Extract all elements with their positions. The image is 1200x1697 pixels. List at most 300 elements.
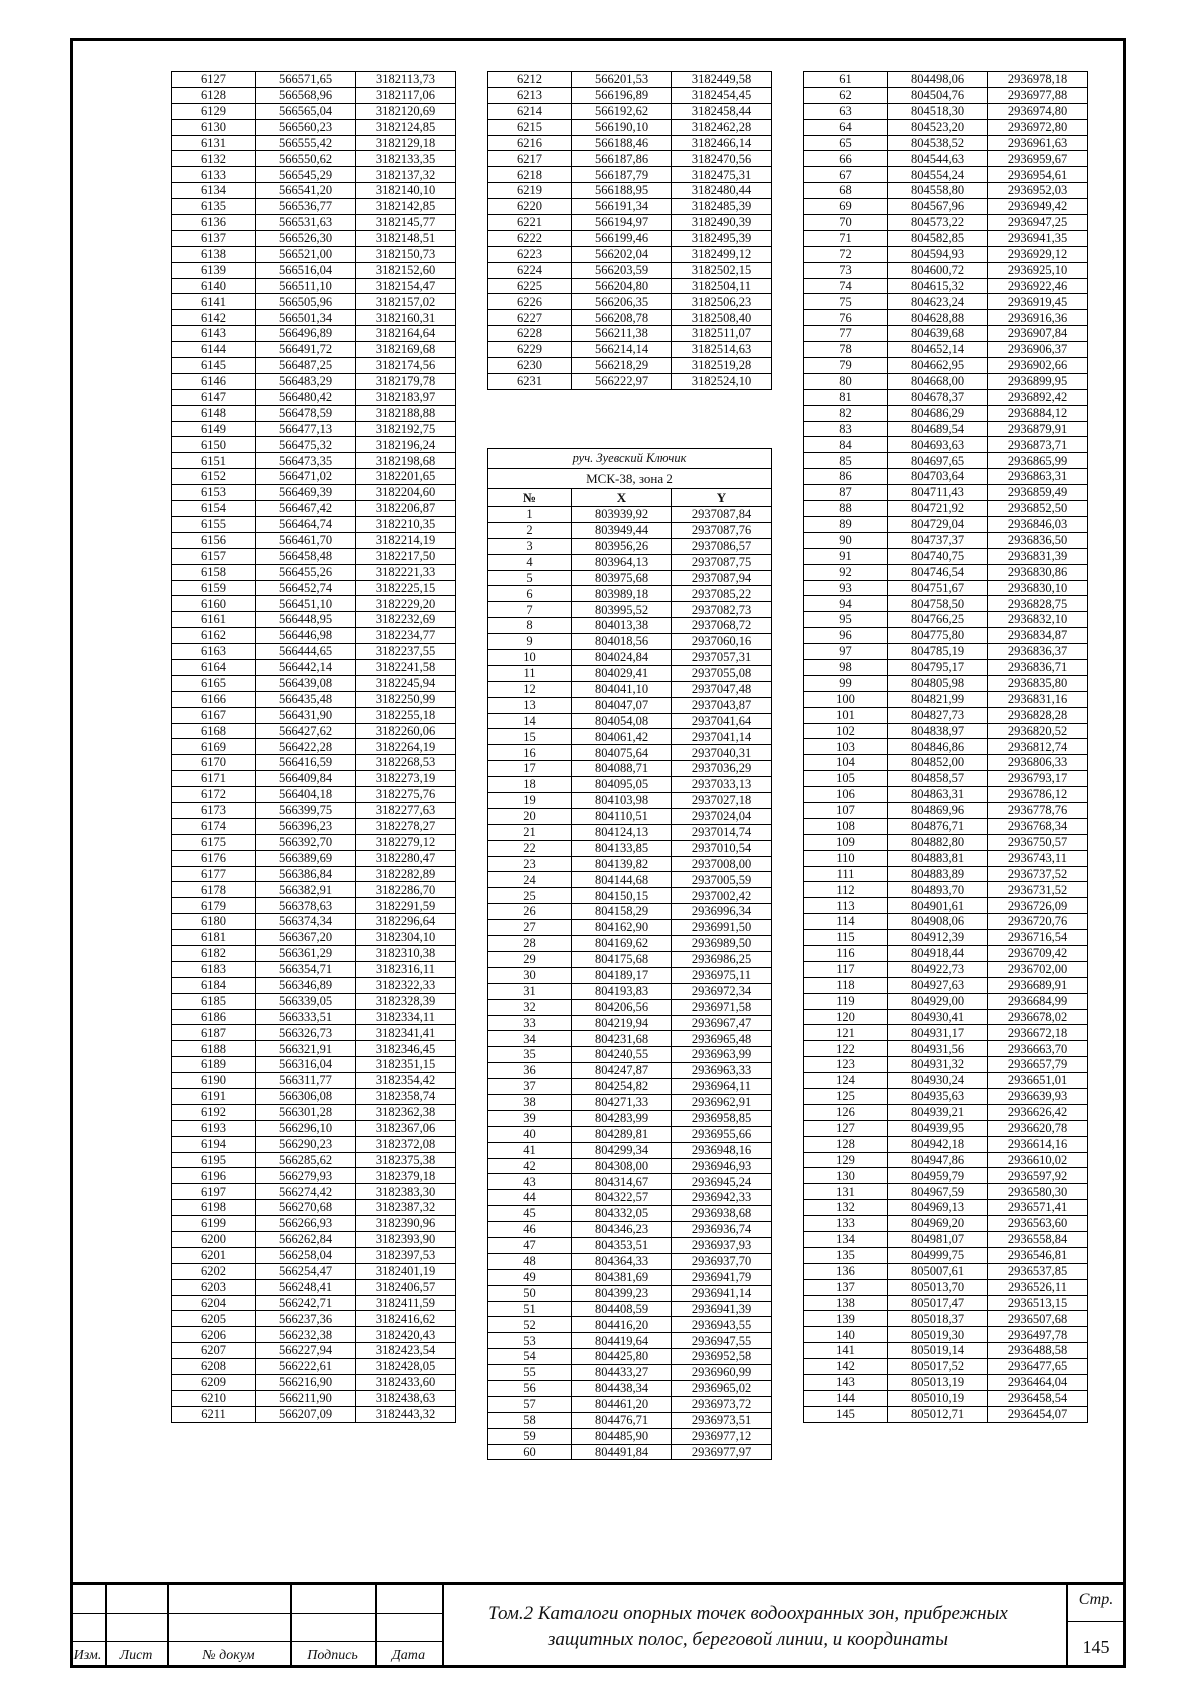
point-number-cell: 51 <box>488 1301 572 1317</box>
x-coordinate-cell: 566191,34 <box>572 199 672 215</box>
x-coordinate-cell: 804999,75 <box>888 1247 988 1263</box>
point-number-cell: 6204 <box>172 1295 256 1311</box>
point-number-cell: 67 <box>804 167 888 183</box>
y-coordinate-cell: 3182458,44 <box>672 103 772 119</box>
x-coordinate-cell: 805012,71 <box>888 1406 988 1422</box>
point-number-cell: 75 <box>804 294 888 310</box>
table-row <box>804 628 1088 644</box>
table-row <box>172 1375 456 1391</box>
x-coordinate-cell: 804461,20 <box>572 1396 672 1412</box>
y-coordinate-cell: 2936977,97 <box>672 1444 772 1460</box>
x-coordinate-cell: 804381,69 <box>572 1269 672 1285</box>
point-number-cell: 6151 <box>172 453 256 469</box>
x-coordinate-cell: 566367,20 <box>256 930 356 946</box>
y-coordinate-cell: 3182383,30 <box>356 1184 456 1200</box>
point-number-cell: 50 <box>488 1285 572 1301</box>
y-coordinate-cell: 2936497,78 <box>988 1327 1088 1343</box>
point-number-cell: 6202 <box>172 1263 256 1279</box>
x-coordinate-cell: 804554,24 <box>888 167 988 183</box>
point-number-cell: 63 <box>804 103 888 119</box>
table-row <box>172 1295 456 1311</box>
point-number-cell: 6128 <box>172 87 256 103</box>
y-coordinate-cell: 3182341,41 <box>356 1025 456 1041</box>
x-coordinate-cell: 566435,48 <box>256 691 356 707</box>
point-number-cell: 6143 <box>172 326 256 342</box>
table-row <box>488 920 772 936</box>
table-row <box>488 1190 772 1206</box>
table-row <box>172 1311 456 1327</box>
y-coordinate-cell: 3182449,58 <box>672 72 772 88</box>
y-coordinate-cell: 2936852,50 <box>988 501 1088 517</box>
x-coordinate-cell: 804969,13 <box>888 1200 988 1216</box>
point-number-cell: 6219 <box>488 183 572 199</box>
table-row <box>804 866 1088 882</box>
y-coordinate-cell: 2936973,72 <box>672 1396 772 1412</box>
x-coordinate-cell: 803949,44 <box>572 522 672 538</box>
table-row <box>172 1184 456 1200</box>
y-coordinate-cell: 2936859,49 <box>988 485 1088 501</box>
point-number-cell: 6137 <box>172 230 256 246</box>
point-number-cell: 46 <box>488 1222 572 1238</box>
table-row <box>804 1073 1088 1089</box>
point-number-cell: 16 <box>488 745 572 761</box>
point-number-cell: 6191 <box>172 1089 256 1105</box>
point-number-cell: 6161 <box>172 612 256 628</box>
y-coordinate-cell: 3182433,60 <box>356 1375 456 1391</box>
x-coordinate-cell: 566464,74 <box>256 516 356 532</box>
point-number-cell: 62 <box>804 87 888 103</box>
point-number-cell: 6223 <box>488 246 572 262</box>
table-row <box>488 634 772 650</box>
y-coordinate-cell: 2936961,63 <box>988 135 1088 151</box>
table-row <box>172 1073 456 1089</box>
x-coordinate-cell: 804283,99 <box>572 1110 672 1126</box>
table-row <box>488 1301 772 1317</box>
table-row <box>488 1222 772 1238</box>
y-coordinate-cell: 3182169,68 <box>356 342 456 358</box>
table-row <box>804 1311 1088 1327</box>
y-coordinate-cell: 2936806,33 <box>988 755 1088 771</box>
y-coordinate-cell: 3182152,60 <box>356 262 456 278</box>
x-coordinate-cell: 804523,20 <box>888 119 988 135</box>
label-date: Дата <box>391 1648 426 1663</box>
table-row <box>172 167 456 183</box>
x-coordinate-cell: 804110,51 <box>572 808 672 824</box>
y-coordinate-cell: 2936991,50 <box>672 920 772 936</box>
table-row <box>488 230 772 246</box>
x-coordinate-cell: 804240,55 <box>572 1047 672 1063</box>
table-row <box>488 215 772 231</box>
y-coordinate-cell: 2937055,08 <box>672 665 772 681</box>
x-coordinate-cell: 804018,56 <box>572 634 672 650</box>
table-row <box>804 1009 1088 1025</box>
table-row <box>172 1232 456 1248</box>
point-number-cell: 49 <box>488 1269 572 1285</box>
point-number-cell: 6177 <box>172 866 256 882</box>
table-row <box>172 1200 456 1216</box>
y-coordinate-cell: 2936836,50 <box>988 532 1088 548</box>
x-coordinate-cell: 805019,30 <box>888 1327 988 1343</box>
table-row <box>172 580 456 596</box>
x-coordinate-cell: 805013,70 <box>888 1279 988 1295</box>
table-row <box>804 405 1088 421</box>
y-coordinate-cell: 2937005,59 <box>672 872 772 888</box>
y-coordinate-cell: 3182508,40 <box>672 310 772 326</box>
table-row <box>488 570 772 586</box>
point-number-cell: 4 <box>488 554 572 570</box>
x-coordinate-cell: 804689,54 <box>888 421 988 437</box>
table-row <box>804 87 1088 103</box>
point-number-cell: 6214 <box>488 103 572 119</box>
x-coordinate-cell: 566521,00 <box>256 246 356 262</box>
table-row <box>804 755 1088 771</box>
x-coordinate-cell: 566187,79 <box>572 167 672 183</box>
table-row <box>488 358 772 374</box>
point-number-cell: 128 <box>804 1136 888 1152</box>
y-coordinate-cell: 3182277,63 <box>356 802 456 818</box>
y-coordinate-cell: 3182145,77 <box>356 215 456 231</box>
x-coordinate-cell: 566361,29 <box>256 945 356 961</box>
y-coordinate-cell: 3182390,96 <box>356 1216 456 1232</box>
point-number-cell: 6186 <box>172 1009 256 1025</box>
point-number-cell: 6216 <box>488 135 572 151</box>
y-coordinate-cell: 2937047,48 <box>672 681 772 697</box>
x-coordinate-cell: 566392,70 <box>256 834 356 850</box>
point-number-cell: 32 <box>488 999 572 1015</box>
table-row <box>488 1110 772 1126</box>
table-row <box>172 659 456 675</box>
table-row <box>804 1104 1088 1120</box>
table-row <box>804 1279 1088 1295</box>
x-coordinate-cell: 804751,67 <box>888 580 988 596</box>
table-row <box>488 310 772 326</box>
y-coordinate-cell: 3182229,20 <box>356 596 456 612</box>
x-coordinate-cell: 804693,63 <box>888 437 988 453</box>
point-number-cell: 95 <box>804 612 888 628</box>
y-coordinate-cell: 3182454,45 <box>672 87 772 103</box>
x-coordinate-cell: 804075,64 <box>572 745 672 761</box>
x-coordinate-cell: 804054,08 <box>572 713 672 729</box>
point-number-cell: 33 <box>488 1015 572 1031</box>
table-row <box>488 729 772 745</box>
y-coordinate-cell: 2936977,12 <box>672 1428 772 1444</box>
table-row <box>172 1025 456 1041</box>
x-coordinate-cell: 804438,34 <box>572 1380 672 1396</box>
y-coordinate-cell: 2936884,12 <box>988 405 1088 421</box>
y-coordinate-cell: 2936743,11 <box>988 850 1088 866</box>
point-number-cell: 48 <box>488 1253 572 1269</box>
y-coordinate-cell: 3182273,19 <box>356 771 456 787</box>
x-coordinate-cell: 804838,97 <box>888 723 988 739</box>
y-coordinate-cell: 2936458,54 <box>988 1390 1088 1406</box>
table-row <box>488 1015 772 1031</box>
table-row <box>488 618 772 634</box>
x-coordinate-cell: 566301,28 <box>256 1104 356 1120</box>
y-coordinate-cell: 2936726,09 <box>988 898 1088 914</box>
y-coordinate-cell: 3182495,39 <box>672 230 772 246</box>
table-row <box>172 1247 456 1263</box>
y-coordinate-cell: 3182133,35 <box>356 151 456 167</box>
point-number-cell: 26 <box>488 904 572 920</box>
point-number-cell: 131 <box>804 1184 888 1200</box>
y-coordinate-cell: 2936863,31 <box>988 469 1088 485</box>
table-row <box>804 707 1088 723</box>
x-coordinate-cell: 804103,98 <box>572 793 672 809</box>
point-number-cell: 86 <box>804 469 888 485</box>
point-number-cell: 54 <box>488 1349 572 1365</box>
point-number-cell: 6135 <box>172 199 256 215</box>
y-coordinate-cell: 3182279,12 <box>356 834 456 850</box>
point-number-cell: 134 <box>804 1232 888 1248</box>
table-row <box>172 1057 456 1073</box>
table-row <box>804 1120 1088 1136</box>
x-coordinate-cell: 566416,59 <box>256 755 356 771</box>
x-coordinate-cell: 804399,23 <box>572 1285 672 1301</box>
table-row <box>488 1412 772 1428</box>
x-coordinate-cell: 804908,06 <box>888 914 988 930</box>
x-coordinate-cell: 804930,41 <box>888 1009 988 1025</box>
table-row <box>172 802 456 818</box>
x-coordinate-cell: 566232,38 <box>256 1327 356 1343</box>
point-number-cell: 6148 <box>172 405 256 421</box>
y-coordinate-cell: 3182406,57 <box>356 1279 456 1295</box>
y-coordinate-cell: 2936938,68 <box>672 1206 772 1222</box>
table-row <box>488 1079 772 1095</box>
x-coordinate-cell: 804967,59 <box>888 1184 988 1200</box>
x-coordinate-cell: 804678,37 <box>888 389 988 405</box>
table-row <box>488 1253 772 1269</box>
point-number-cell: 17 <box>488 761 572 777</box>
y-coordinate-cell: 2936936,74 <box>672 1222 772 1238</box>
point-number-cell: 103 <box>804 739 888 755</box>
y-coordinate-cell: 3182241,58 <box>356 659 456 675</box>
point-number-cell: 6193 <box>172 1120 256 1136</box>
point-number-cell: 105 <box>804 771 888 787</box>
y-coordinate-cell: 2936626,42 <box>988 1104 1088 1120</box>
y-coordinate-cell: 3182423,54 <box>356 1343 456 1359</box>
point-number-cell: 6144 <box>172 342 256 358</box>
point-number-cell: 6138 <box>172 246 256 262</box>
table-row <box>488 1428 772 1444</box>
x-coordinate-cell: 566480,42 <box>256 389 356 405</box>
x-coordinate-cell: 804485,90 <box>572 1428 672 1444</box>
x-coordinate-cell: 804893,70 <box>888 882 988 898</box>
table-row <box>172 882 456 898</box>
table-row <box>804 771 1088 787</box>
x-coordinate-cell: 566448,95 <box>256 612 356 628</box>
x-coordinate-cell: 804491,84 <box>572 1444 672 1460</box>
x-coordinate-cell: 566545,29 <box>256 167 356 183</box>
y-coordinate-cell: 2936720,76 <box>988 914 1088 930</box>
point-number-cell: 14 <box>488 713 572 729</box>
point-number-cell: 6226 <box>488 294 572 310</box>
point-number-cell: 142 <box>804 1359 888 1375</box>
y-coordinate-cell: 3182232,69 <box>356 612 456 628</box>
point-number-cell: 69 <box>804 199 888 215</box>
point-number-cell: 44 <box>488 1190 572 1206</box>
point-number-cell: 6152 <box>172 469 256 485</box>
x-coordinate-cell: 566222,61 <box>256 1359 356 1375</box>
table-row <box>804 1406 1088 1422</box>
table-row <box>172 421 456 437</box>
table-row <box>172 930 456 946</box>
point-number-cell: 87 <box>804 485 888 501</box>
y-coordinate-cell: 3182286,70 <box>356 882 456 898</box>
table-row <box>488 1094 772 1110</box>
x-coordinate-cell: 804939,21 <box>888 1104 988 1120</box>
point-number-cell: 6173 <box>172 802 256 818</box>
point-number-cell: 6198 <box>172 1200 256 1216</box>
table-row <box>804 659 1088 675</box>
y-coordinate-cell: 3182367,06 <box>356 1120 456 1136</box>
y-coordinate-cell: 3182124,85 <box>356 119 456 135</box>
table-row <box>172 405 456 421</box>
x-coordinate-cell: 566386,84 <box>256 866 356 882</box>
x-coordinate-cell: 804959,79 <box>888 1168 988 1184</box>
point-number-cell: 70 <box>804 215 888 231</box>
table-row <box>804 739 1088 755</box>
table-row <box>172 977 456 993</box>
x-coordinate-cell: 804746,54 <box>888 564 988 580</box>
point-number-cell: 6200 <box>172 1232 256 1248</box>
x-coordinate-cell: 804929,00 <box>888 993 988 1009</box>
table-row <box>172 691 456 707</box>
table-row <box>172 1136 456 1152</box>
table-row <box>172 135 456 151</box>
x-coordinate-cell: 804254,82 <box>572 1079 672 1095</box>
y-coordinate-cell: 2937082,73 <box>672 602 772 618</box>
point-number-cell: 6188 <box>172 1041 256 1057</box>
point-number-cell: 6213 <box>488 87 572 103</box>
x-coordinate-cell: 566446,98 <box>256 628 356 644</box>
point-number-cell: 5 <box>488 570 572 586</box>
y-coordinate-cell: 3182150,73 <box>356 246 456 262</box>
x-coordinate-cell: 804668,00 <box>888 373 988 389</box>
y-coordinate-cell: 3182188,88 <box>356 405 456 421</box>
x-coordinate-cell: 566571,65 <box>256 72 356 88</box>
x-coordinate-cell: 804544,63 <box>888 151 988 167</box>
point-number-cell: 6134 <box>172 183 256 199</box>
table-row <box>804 1057 1088 1073</box>
table-row <box>172 1216 456 1232</box>
y-coordinate-cell: 2937087,84 <box>672 507 772 523</box>
point-number-cell: 45 <box>488 1206 572 1222</box>
point-number-cell: 24 <box>488 872 572 888</box>
x-coordinate-cell: 566214,14 <box>572 342 672 358</box>
x-coordinate-cell: 804289,81 <box>572 1126 672 1142</box>
x-coordinate-cell: 805019,14 <box>888 1343 988 1359</box>
table-row <box>804 898 1088 914</box>
table-row <box>804 612 1088 628</box>
x-coordinate-cell: 804322,57 <box>572 1190 672 1206</box>
x-coordinate-cell: 566565,04 <box>256 103 356 119</box>
x-coordinate-cell: 566496,89 <box>256 326 356 342</box>
point-number-cell: 6 <box>488 586 572 602</box>
table-row <box>172 1152 456 1168</box>
table-row <box>488 167 772 183</box>
x-coordinate-cell: 804558,80 <box>888 183 988 199</box>
x-coordinate-cell: 566452,74 <box>256 580 356 596</box>
x-coordinate-cell: 566374,34 <box>256 914 356 930</box>
table-row <box>172 1359 456 1375</box>
y-coordinate-cell: 2936965,02 <box>672 1380 772 1396</box>
table-row <box>804 1343 1088 1359</box>
table-row <box>804 103 1088 119</box>
x-coordinate-cell: 804124,13 <box>572 824 672 840</box>
y-coordinate-cell: 2937087,94 <box>672 570 772 586</box>
point-number-cell: 6183 <box>172 961 256 977</box>
x-coordinate-cell: 566208,78 <box>572 310 672 326</box>
y-coordinate-cell: 2936929,12 <box>988 246 1088 262</box>
column-header-number: № <box>488 489 572 507</box>
point-number-cell: 43 <box>488 1174 572 1190</box>
table-row <box>804 1184 1088 1200</box>
y-coordinate-cell: 3182316,11 <box>356 961 456 977</box>
point-number-cell: 6182 <box>172 945 256 961</box>
x-coordinate-cell: 566526,30 <box>256 230 356 246</box>
point-number-cell: 6203 <box>172 1279 256 1295</box>
table-row <box>804 389 1088 405</box>
point-number-cell: 6156 <box>172 532 256 548</box>
table-row <box>804 453 1088 469</box>
x-coordinate-cell: 804737,37 <box>888 532 988 548</box>
y-coordinate-cell: 2936945,24 <box>672 1174 772 1190</box>
table-row <box>172 151 456 167</box>
table-row <box>804 421 1088 437</box>
point-number-cell: 118 <box>804 977 888 993</box>
table-row <box>172 1327 456 1343</box>
label-sheet: Лист <box>119 1648 153 1663</box>
table-row <box>488 135 772 151</box>
point-number-cell: 66 <box>804 151 888 167</box>
point-number-cell: 13 <box>488 697 572 713</box>
y-coordinate-cell: 3182466,14 <box>672 135 772 151</box>
x-coordinate-cell: 566473,35 <box>256 453 356 469</box>
point-number-cell: 6196 <box>172 1168 256 1184</box>
y-coordinate-cell: 2936865,99 <box>988 453 1088 469</box>
point-number-cell: 145 <box>804 1406 888 1422</box>
y-coordinate-cell: 2936477,65 <box>988 1359 1088 1375</box>
x-coordinate-cell: 566274,42 <box>256 1184 356 1200</box>
point-number-cell: 6155 <box>172 516 256 532</box>
point-number-cell: 6150 <box>172 437 256 453</box>
y-coordinate-cell: 3182428,05 <box>356 1359 456 1375</box>
x-coordinate-cell: 566451,10 <box>256 596 356 612</box>
table-row <box>488 1396 772 1412</box>
y-coordinate-cell: 2936974,80 <box>988 103 1088 119</box>
x-coordinate-cell: 566266,93 <box>256 1216 356 1232</box>
table-row <box>172 230 456 246</box>
point-number-cell: 6168 <box>172 723 256 739</box>
x-coordinate-cell: 566196,89 <box>572 87 672 103</box>
label-signature: Подпись <box>307 1648 358 1663</box>
y-coordinate-cell: 2936689,91 <box>988 977 1088 993</box>
point-number-cell: 6136 <box>172 215 256 231</box>
table-row <box>804 818 1088 834</box>
table-row <box>488 103 772 119</box>
table-row <box>804 1025 1088 1041</box>
y-coordinate-cell: 3182140,10 <box>356 183 456 199</box>
x-coordinate-cell: 566409,84 <box>256 771 356 787</box>
y-coordinate-cell: 3182179,78 <box>356 373 456 389</box>
y-coordinate-cell: 2936949,42 <box>988 199 1088 215</box>
x-coordinate-cell: 566467,42 <box>256 501 356 517</box>
point-number-cell: 6133 <box>172 167 256 183</box>
x-coordinate-cell: 566555,42 <box>256 135 356 151</box>
x-coordinate-cell: 566242,71 <box>256 1295 356 1311</box>
point-number-cell: 6205 <box>172 1311 256 1327</box>
point-number-cell: 132 <box>804 1200 888 1216</box>
